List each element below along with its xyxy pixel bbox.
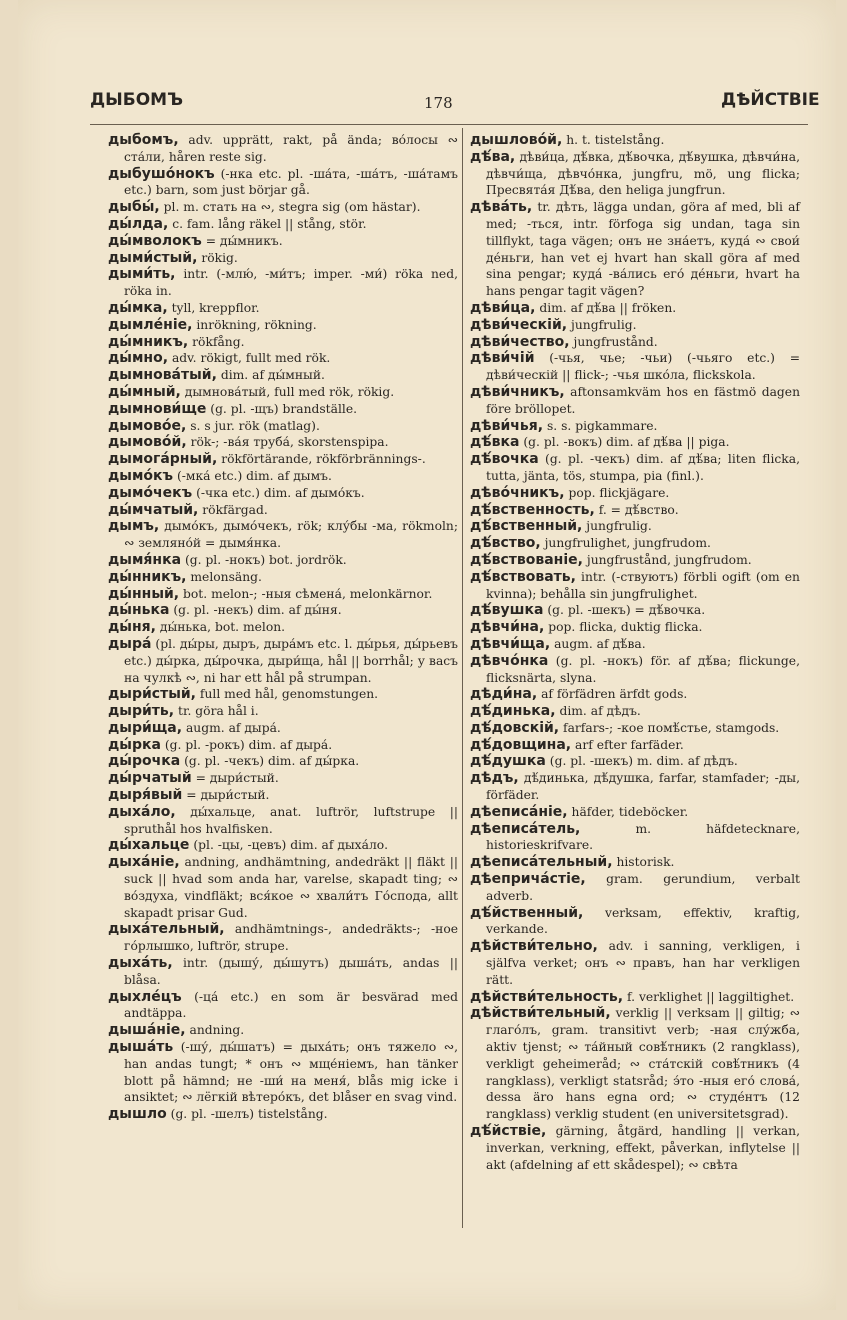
dictionary-entry bbox=[108, 250, 458, 267]
entry-definition: adv. rökigt, fullt med rök. bbox=[171, 351, 331, 366]
entry-definition: intr. (-млю́, -ми́тъ; imper. -ми́) röka ned, röka in. bbox=[124, 267, 458, 299]
entry-definition: s. s. pigkammare. bbox=[546, 418, 658, 433]
entry-headword: дѣви́чій bbox=[470, 350, 535, 367]
entry-definition: jungfrulig. bbox=[586, 519, 652, 534]
entry-definition: jungfrustånd. bbox=[573, 334, 658, 349]
entry-headword: дѣеписа́тель, bbox=[470, 820, 581, 837]
entry-headword: ды́мволокъ bbox=[108, 232, 202, 249]
entry-definition: adv. upprätt, rakt, på ända; во́лосы ∾ ста́ли, håren reste sig. bbox=[124, 133, 458, 164]
entry-headword: дыша́ть bbox=[108, 1039, 174, 1056]
entry-definition: historisk. bbox=[616, 855, 675, 870]
entry-definition: augm. af дѣ́ва. bbox=[554, 636, 646, 651]
entry-definition: adv. i sanning, verkligen, i själfva verket; онъ ∾ правъ, han har verkligen rätt. bbox=[486, 939, 800, 987]
entry-definition: (-мка́ etc.) dim. af дымъ. bbox=[176, 468, 332, 483]
dictionary-entry bbox=[108, 502, 458, 519]
entry-headword: дыша́ніе, bbox=[108, 1022, 186, 1039]
entry-headword: дѣеприча́стіе, bbox=[470, 871, 586, 888]
entry-definition: (-нка etc. pl. -ша́та, -ша́тъ, -ша́тамъ etc.) barn, som just börjar gå. bbox=[124, 166, 458, 198]
entry-definition: intr. (дышу́, ды́шутъ) дыша́ть, andas || blåsa. bbox=[124, 956, 458, 987]
entry-definition: (g. pl. -нокъ) för. af дѣ́ва; flickunge, flicksnärta, slyna. bbox=[486, 653, 800, 685]
entry-headword: дѣ́душка bbox=[470, 753, 546, 770]
dictionary-entry bbox=[108, 300, 458, 317]
entry-definition: inrökning, rökning. bbox=[196, 317, 317, 332]
entry-definition: verksam, effektiv, kraftig, verkande. bbox=[486, 905, 800, 937]
entry-definition: (g. pl. -рокъ) dim. af дыра́. bbox=[164, 737, 333, 752]
entry-headword: дѣ́вственный, bbox=[470, 518, 583, 535]
dictionary-entry bbox=[108, 921, 458, 955]
dictionary-entry bbox=[470, 938, 800, 988]
dictionary-entry bbox=[470, 535, 800, 552]
entry-definition: f. = дѣ́вство. bbox=[598, 502, 679, 517]
entry-definition: häfder, tideböcker. bbox=[571, 804, 689, 819]
entry-headword: дымнови́ще bbox=[108, 400, 207, 417]
entry-definition: s. s jur. rök (matlag). bbox=[190, 418, 320, 433]
entry-headword: дѣви́ца, bbox=[470, 299, 536, 316]
dictionary-entry bbox=[108, 367, 458, 384]
dictionary-entry bbox=[108, 602, 458, 619]
entry-definition: andning. bbox=[189, 1023, 245, 1038]
entry-headword: ды́нька bbox=[108, 602, 170, 619]
dictionary-entry bbox=[108, 233, 458, 250]
entry-headword: дымле́ніе, bbox=[108, 316, 193, 333]
entry-headword: дымога́рный, bbox=[108, 451, 218, 468]
entry-definition: andning, andhämtning, andedräkt || fläkt || suck || hvad som anda har, varelse, skapadt ting; ∾ во́здуха, vindfläkt; вся́кое ∾ хвали́тъ Го́спода, allt skapadt prisar Gud. bbox=[124, 855, 458, 920]
dictionary-entry bbox=[108, 166, 458, 200]
dictionary-entry bbox=[470, 418, 800, 435]
entry-headword: дѣди́на, bbox=[470, 686, 538, 703]
dictionary-entry bbox=[470, 502, 800, 519]
entry-headword: дыбушо́нокъ bbox=[108, 165, 215, 182]
dictionary-entry bbox=[108, 1039, 458, 1106]
entry-definition: (g. pl. -некъ) dim. af ды́ня. bbox=[173, 603, 342, 618]
entry-definition: (-чка etc.) dim. af дымо́къ. bbox=[196, 485, 365, 500]
entry-headword: дыри́ть, bbox=[108, 703, 175, 720]
page-number: 178 bbox=[424, 94, 453, 112]
entry-headword: дѣви́чество, bbox=[470, 333, 570, 350]
entry-definition: andhämtnings-, andedräkts-; -ное го́рлышко, luftrör, strupe. bbox=[124, 922, 458, 954]
dictionary-entry bbox=[108, 787, 458, 804]
dictionary-entry bbox=[108, 518, 458, 552]
entry-headword: дѣйстви́тельно, bbox=[470, 938, 598, 955]
entry-headword: ды́хальце bbox=[108, 837, 190, 854]
entry-definition: gärning, åtgärd, handling || verkan, inverkan, verkning, effekt, påverkan, inflytelse || akt (afdelning af ett skådespel); ∾ свѣта bbox=[486, 1124, 800, 1172]
dictionary-entry bbox=[108, 837, 458, 854]
dictionary-entry bbox=[470, 434, 800, 451]
entry-headword: ды́рочка bbox=[108, 753, 181, 770]
entry-headword: дѣ́вственность, bbox=[470, 501, 595, 518]
entry-headword: ды́мно, bbox=[108, 350, 169, 367]
dictionary-entry bbox=[108, 1106, 458, 1123]
dictionary-entry bbox=[108, 619, 458, 636]
entry-headword: ды́лда, bbox=[108, 215, 169, 232]
entry-headword: дѣ́йствіе, bbox=[470, 1123, 547, 1140]
entry-headword: ды́мчатый, bbox=[108, 501, 199, 518]
dictionary-entry bbox=[470, 199, 800, 300]
dictionary-entry bbox=[470, 1123, 800, 1173]
dictionary-entry bbox=[108, 266, 458, 300]
entry-headword: дѣ́вочка bbox=[470, 451, 539, 468]
entry-definition: (-чья, чье; -чьи) (-чьяго etc.) = дѣви́ческій || flick-; -чья шко́ла, flickskola. bbox=[486, 351, 800, 383]
dictionary-entry bbox=[470, 300, 800, 317]
entry-headword: дыхле́цъ bbox=[108, 988, 182, 1005]
entry-definition: tyll, kreppflor. bbox=[171, 300, 260, 315]
entry-definition: (g. pl. -вокъ) dim. af дѣ́ва || piga. bbox=[523, 435, 730, 450]
dictionary-entry bbox=[470, 451, 800, 485]
dictionary-entry bbox=[470, 854, 800, 871]
entry-definition: rökig. bbox=[201, 250, 238, 265]
entry-definition: verklig || verksam || giltig; ∾ глаго́лъ, gram. transitivt verb; -ная слу́жба, aktiv tjenst; ∾ та́йный совѣ́тникъ (2 rangklass), verkligt geheimeråd; ∾ ста́тскій совѣ́тникъ (4 rangklass), verkligt statsråd; э́то -ныя его́ слова́, dessa äro hans egna ord; ∾ студе́нтъ (12 rangklass) verklig student (en universitetsgrad). bbox=[486, 1006, 800, 1122]
entry-headword: дѣви́чья, bbox=[470, 417, 544, 434]
entry-definition: pl. m. стать на ∾, stegra sig (om hästar). bbox=[163, 200, 421, 215]
dictionary-entry bbox=[470, 770, 800, 804]
dictionary-entry bbox=[108, 720, 458, 737]
right-column bbox=[470, 132, 800, 1173]
entry-definition: (pl. -цы, -цевъ) dim. af дыха́ло. bbox=[193, 838, 389, 853]
entry-definition: = ды́мникъ. bbox=[205, 233, 283, 248]
dictionary-entry bbox=[470, 384, 800, 418]
running-head-right: ДѢЙСТВІЕ bbox=[721, 90, 820, 110]
entry-definition: jungfrulighet, jungfrudom. bbox=[544, 536, 711, 551]
entry-headword: дышло bbox=[108, 1106, 167, 1123]
dictionary-entry bbox=[108, 552, 458, 569]
entry-headword: дымя́нка bbox=[108, 551, 182, 568]
dictionary-entry bbox=[108, 989, 458, 1023]
entry-definition: bot. melon-; -ныя сѣмена́, melonkärnor. bbox=[183, 586, 433, 601]
dictionary-entry bbox=[470, 804, 800, 821]
dictionary-entry bbox=[108, 418, 458, 435]
dictionary-entry bbox=[470, 1005, 800, 1123]
header-rule bbox=[90, 124, 808, 125]
dictionary-entry bbox=[470, 686, 800, 703]
entry-headword: дѣвчи́на, bbox=[470, 619, 545, 636]
dictionary-entry bbox=[108, 199, 458, 216]
dictionary-entry bbox=[108, 451, 458, 468]
dictionary-entry bbox=[470, 334, 800, 351]
dictionary-entry bbox=[470, 602, 800, 619]
entry-headword: дыха́тельный, bbox=[108, 921, 225, 938]
entry-definition: dim. af дѣдъ. bbox=[559, 704, 641, 719]
entry-definition: dim. af дѣ́ва || fröken. bbox=[539, 300, 677, 315]
dictionary-entry bbox=[470, 720, 800, 737]
dictionary-entry bbox=[470, 905, 800, 939]
entry-definition: farfars-; -кое помѣ́стье, stamgods. bbox=[563, 720, 780, 735]
dictionary-entry bbox=[470, 552, 800, 569]
entry-definition: dim. af ды́мный. bbox=[220, 368, 325, 383]
entry-headword: дѣвчи́ща, bbox=[470, 635, 551, 652]
entry-definition: c. fam. lång räkel || stång, stör. bbox=[172, 216, 367, 231]
entry-definition: дѣ́динька, дѣ́душка, farfar, stamfader; -ды, förfäder. bbox=[486, 771, 800, 803]
dictionary-entry bbox=[108, 569, 458, 586]
entry-definition: (pl. ды́ры, дыръ, дыра́мъ etc. l. ды́рья, ды́рьевъ etc.) ды́рка, ды́рочка, дыри́ща, hål || borrhål; у васъ на чулкѣ ∾, ni har ett hål på strumpan. bbox=[124, 636, 458, 685]
dictionary-entry bbox=[108, 434, 458, 451]
entry-headword: дыбомъ, bbox=[108, 132, 179, 148]
entry-definition: (g. pl. -чекъ) dim. af ды́рка. bbox=[184, 754, 360, 769]
dictionary-entry bbox=[470, 485, 800, 502]
dictionary-entry bbox=[108, 485, 458, 502]
entry-definition: дымнова́тый, full med rök, rökig. bbox=[184, 384, 395, 399]
entry-headword: ды́рчатый bbox=[108, 770, 192, 787]
entry-headword: дѣйстви́тельность, bbox=[470, 988, 624, 1005]
dictionary-entry bbox=[108, 586, 458, 603]
dictionary-entry bbox=[108, 753, 458, 770]
entry-headword: дыха́ть, bbox=[108, 955, 173, 972]
dictionary-entry bbox=[470, 149, 800, 199]
entry-headword: дѣ́йственный, bbox=[470, 904, 584, 921]
entry-headword: ды́мникъ, bbox=[108, 333, 189, 350]
dictionary-entry bbox=[470, 989, 800, 1006]
entry-headword: дѣеписа́ніе, bbox=[470, 803, 568, 820]
entry-headword: дыря́вый bbox=[108, 787, 183, 804]
entry-headword: дыха́ніе, bbox=[108, 854, 180, 871]
entry-definition: melonsäng. bbox=[190, 569, 262, 584]
dictionary-entry bbox=[108, 317, 458, 334]
entry-definition: h. t. tistelstång. bbox=[566, 133, 665, 147]
dictionary-entry bbox=[470, 871, 800, 905]
entry-headword: дѣ́довскій, bbox=[470, 719, 560, 736]
entry-definition: arf efter farfäder. bbox=[575, 737, 684, 752]
entry-definition: (g. pl. -нокъ) bot. jordrök. bbox=[184, 552, 347, 567]
entry-headword: дыми́стый, bbox=[108, 249, 198, 266]
entry-definition: intr. (-ствуютъ) förbli ogift (om en kvinna); behålla sin jungfrulighet. bbox=[486, 569, 800, 601]
entry-definition: f. verklighet || laggiltighet. bbox=[627, 989, 795, 1004]
entry-headword: дѣ́вка bbox=[470, 434, 520, 451]
entry-definition: tr. göra hål i. bbox=[178, 704, 259, 719]
dictionary-entry bbox=[470, 619, 800, 636]
entry-headword: дѣви́ческій, bbox=[470, 316, 568, 333]
entry-headword: дыри́ща, bbox=[108, 719, 183, 736]
entry-definition: jungfrulig. bbox=[571, 317, 637, 332]
entry-definition: af förfädren ärfdt gods. bbox=[541, 687, 688, 702]
entry-headword: дыра́ bbox=[108, 635, 152, 652]
entry-definition: jungfrustånd, jungfrudom. bbox=[586, 552, 752, 567]
dictionary-entry bbox=[108, 636, 458, 686]
dictionary-entry bbox=[108, 770, 458, 787]
entry-headword: ды́мка, bbox=[108, 299, 168, 316]
entry-headword: дѣ́динька, bbox=[470, 703, 556, 720]
entry-definition: = дыри́стый. bbox=[195, 771, 279, 786]
entry-headword: дѣеписа́тельный, bbox=[470, 854, 613, 871]
dictionary-entry bbox=[470, 753, 800, 770]
entry-definition: pop. flickjägare. bbox=[568, 485, 670, 500]
dictionary-entry bbox=[108, 468, 458, 485]
dictionary-entry bbox=[470, 703, 800, 720]
entry-headword: дымъ, bbox=[108, 518, 160, 535]
entry-definition: (g. pl. -шекъ) m. dim. af дѣдъ. bbox=[549, 754, 738, 769]
entry-headword: дѣдъ, bbox=[470, 770, 519, 787]
entry-definition: (-шу́, ды́шатъ) = дыха́ть; онъ тяжело ∾, han andas tungt; * онъ ∾ мще́ніемъ, han tänker blott på hämnd; не -ши́ на меня́, blås mig icke i ansiktet; ∾ лёгкій вѣтеро́къ, det blåser en svag vind. bbox=[124, 1040, 458, 1105]
running-head-left: ДЫБОМЪ bbox=[90, 90, 184, 110]
dictionary-entry bbox=[470, 636, 800, 653]
entry-headword: ды́рка bbox=[108, 736, 161, 753]
dictionary-entry bbox=[470, 132, 800, 149]
entry-definition: дымо́къ, дымо́чекъ, rök; клу́бы -ма, rökmoln; ∾ земляно́й = дымя́нка. bbox=[124, 519, 458, 551]
entry-headword: дыми́ть, bbox=[108, 266, 176, 283]
dictionary-entry bbox=[470, 569, 800, 603]
entry-headword: дымово́е, bbox=[108, 417, 187, 434]
entry-headword: дѣ́вушка bbox=[470, 602, 544, 619]
dictionary-entry bbox=[108, 1022, 458, 1039]
entry-headword: дыбы́, bbox=[108, 199, 160, 216]
dictionary-entry bbox=[470, 737, 800, 754]
entry-headword: дыри́стый, bbox=[108, 686, 196, 703]
entry-definition: rökfång. bbox=[192, 334, 245, 349]
entry-definition: (g. pl. -шелъ) tistelstång. bbox=[170, 1107, 328, 1122]
entry-definition: rökförtärande, rökförbrännings-. bbox=[221, 452, 426, 467]
dictionary-entry bbox=[470, 653, 800, 687]
dictionary-entry bbox=[108, 703, 458, 720]
entry-definition: rök-; -ва́я труба́, skorstenspipa. bbox=[190, 435, 389, 450]
dictionary-entry bbox=[108, 350, 458, 367]
entry-headword: ды́ня, bbox=[108, 619, 156, 636]
entry-headword: дыха́ло, bbox=[108, 803, 176, 820]
entry-headword: дышлово́й, bbox=[470, 132, 563, 148]
entry-headword: ды́мный, bbox=[108, 383, 181, 400]
entry-headword: дымо́къ bbox=[108, 467, 174, 484]
entry-headword: дѣ́довщина, bbox=[470, 736, 572, 753]
dictionary-entry bbox=[470, 350, 800, 384]
column-divider bbox=[462, 128, 463, 1228]
entry-headword: дѣ́вство, bbox=[470, 535, 541, 552]
dictionary-page bbox=[18, 0, 836, 1310]
dictionary-entry bbox=[108, 686, 458, 703]
dictionary-entry bbox=[108, 737, 458, 754]
entry-headword: дѣва́ть, bbox=[470, 199, 533, 216]
entry-headword: дѣвчо́нка bbox=[470, 652, 549, 669]
entry-definition: aftonsamkväm hos en fästmö dagen före bröllopet. bbox=[486, 384, 800, 416]
dictionary-entry bbox=[108, 132, 458, 166]
entry-definition: tr. дѣть, lägga undan, göra af med, bli af med; -ться, intr. förfoga sig undan, taga sin tillflykt, taga vägen; онъ не зна́етъ, куда́ ∾ свои́ де́ньги, han vet ej hvart han skall göra af med sina pengar; куда́ -ва́лись его́ де́ньги, hvart ha hans pengar tagit vägen? bbox=[486, 200, 800, 299]
left-column bbox=[108, 132, 458, 1123]
dictionary-entry bbox=[470, 821, 800, 855]
entry-definition: m. häfdetecknare, historieskrifvare. bbox=[486, 821, 800, 853]
entry-headword: ды́нникъ, bbox=[108, 568, 187, 585]
entry-headword: дѣ́вствовать, bbox=[470, 568, 576, 585]
entry-definition: (g. pl. -шекъ) = дѣ́вочка. bbox=[547, 603, 706, 618]
dictionary-entry bbox=[108, 401, 458, 418]
entry-headword: дымо́чекъ bbox=[108, 484, 193, 501]
entry-headword: дѣ́вствованіе, bbox=[470, 551, 583, 568]
entry-definition: дѣви́ца, дѣ́вка, дѣ́вочка, дѣ́вушка, дѣвчи́на, дѣвчи́ща, дѣвчо́нка, jungfru, mö, ung flicka; Пресвята́я Дѣ́ва, den heliga jungfrun. bbox=[486, 149, 800, 198]
dictionary-entry bbox=[108, 334, 458, 351]
entry-headword: дѣйстви́тельный, bbox=[470, 1005, 611, 1022]
entry-headword: дѣви́чникъ, bbox=[470, 383, 565, 400]
entry-headword: дѣ́ва, bbox=[470, 148, 516, 165]
entry-headword: дѣво́чникъ, bbox=[470, 484, 565, 501]
entry-definition: augm. af дыра́. bbox=[185, 720, 281, 735]
entry-definition: ды́нька, bot. melon. bbox=[159, 620, 286, 635]
dictionary-entry bbox=[108, 216, 458, 233]
dictionary-entry bbox=[108, 384, 458, 401]
dictionary-entry bbox=[470, 518, 800, 535]
entry-definition: (g. pl. -чекъ) dim. af дѣ́ва; liten flicka, tutta, jänta, tös, stumpa, pia (finl.). bbox=[486, 452, 800, 483]
entry-definition: (g. pl. -щъ) brandställe. bbox=[210, 401, 357, 416]
entry-definition: ды́хальце, anat. luftrör, luftstrupe || spruthål hos hvalfisken. bbox=[124, 804, 458, 836]
entry-definition: (-ца́ etc.) en som är besvärad med andtäppa. bbox=[124, 989, 458, 1021]
entry-definition: pop. flicka, duktig flicka. bbox=[548, 620, 703, 635]
entry-headword: дымово́й, bbox=[108, 434, 187, 451]
dictionary-entry bbox=[108, 854, 458, 921]
entry-definition: gram. gerundium, verbalt adverb. bbox=[486, 872, 800, 903]
entry-definition: rökfärgad. bbox=[202, 502, 268, 517]
dictionary-entry bbox=[108, 955, 458, 989]
dictionary-entry bbox=[470, 317, 800, 334]
entry-definition: = дыри́стый. bbox=[186, 788, 270, 803]
entry-headword: дымнова́тый, bbox=[108, 367, 217, 384]
dictionary-entry bbox=[108, 804, 458, 838]
entry-definition: full med hål, genomstungen. bbox=[199, 687, 379, 702]
entry-headword: ды́нный, bbox=[108, 585, 180, 602]
